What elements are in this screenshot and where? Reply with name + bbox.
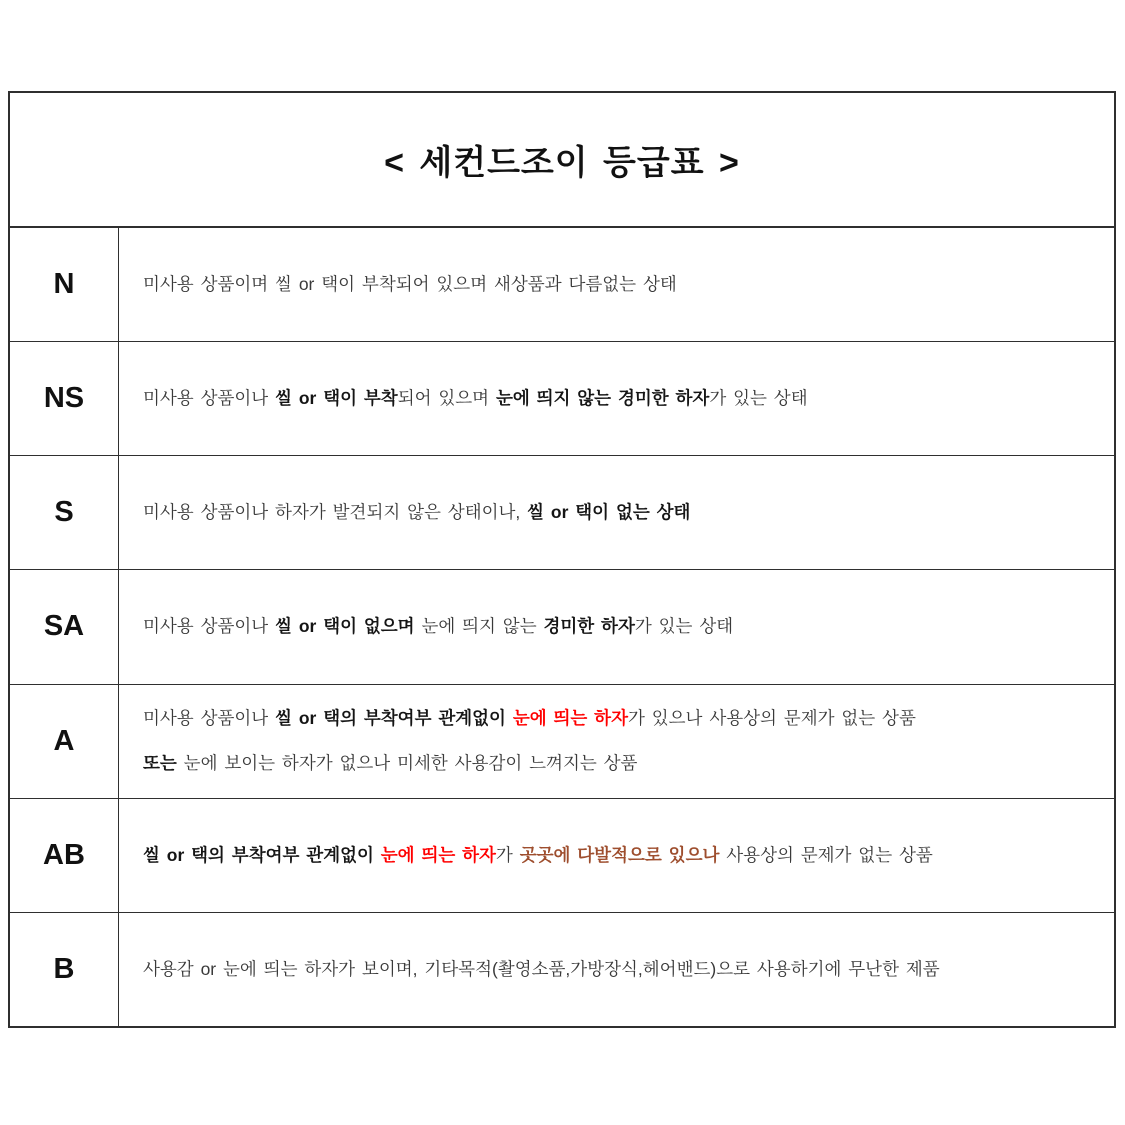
text-segment: 씰 or 택이 없으며 xyxy=(275,616,415,637)
description-cell xyxy=(119,685,1114,798)
description-line xyxy=(143,490,1114,535)
text-segment: 사용감 or 눈에 띄는 하자가 보이며, 기타목적(촬영소품,가방장식,헤어밴드)으로 사용하기에 무난한 제품 xyxy=(143,958,940,979)
text-segment: 씰 or 택의 부착여부 관계없이 xyxy=(275,708,513,729)
description-line xyxy=(143,833,1114,878)
text-segment: 씰 or 택이 없는 상태 xyxy=(527,502,691,523)
text-segment: 미사용 상품이나 하자가 발견되지 않은 상태이나, xyxy=(143,502,528,523)
text-segment: 가 있는 상태 xyxy=(634,616,734,637)
table-row xyxy=(10,913,1114,1026)
text-segment: 미사용 상품이며 씰 or 택이 부착되어 있으며 새상품과 다름없는 상태 xyxy=(143,274,677,295)
description-cell xyxy=(119,342,1114,455)
description-cell xyxy=(119,570,1114,683)
table-row xyxy=(10,685,1114,799)
text-segment: 경미한 하자 xyxy=(543,616,635,637)
text-segment: 가 xyxy=(495,844,520,865)
text-segment: 씰 or 택의 부착여부 관계없이 xyxy=(143,844,381,865)
table-row xyxy=(10,799,1114,913)
text-segment: 눈에 띄는 하자 xyxy=(512,708,628,729)
description-line xyxy=(143,947,1114,992)
text-segment: 되어 있으며 xyxy=(397,388,496,409)
text-segment: 눈에 띄는 하자 xyxy=(380,844,496,865)
text-segment: 곳곳에 다발적으로 있으나 xyxy=(519,844,720,865)
grade-cell: N xyxy=(10,228,119,341)
table-title: < 세컨드조이 등급표 > xyxy=(10,93,1114,228)
description-cell xyxy=(119,228,1114,341)
description-line xyxy=(143,604,1114,649)
text-segment: 미사용 상품이나 xyxy=(143,708,276,729)
grade-cell: AB xyxy=(10,799,119,912)
description-line xyxy=(143,262,1114,307)
table-rows xyxy=(10,228,1114,1026)
text-segment: 씰 or 택이 부착 xyxy=(275,388,398,409)
text-segment: 또는 xyxy=(143,753,177,774)
description-line xyxy=(143,741,1114,786)
text-segment: 가 있으나 사용상의 문제가 없는 상품 xyxy=(627,708,916,729)
text-segment: 눈에 보이는 하자가 없으나 미세한 사용감이 느껴지는 상품 xyxy=(176,753,638,774)
description-line xyxy=(143,696,1114,741)
text-segment: 눈에 띄지 않는 xyxy=(414,616,544,637)
table-row xyxy=(10,228,1114,342)
table-row xyxy=(10,342,1114,456)
grade-cell: A xyxy=(10,685,119,798)
grade-cell: B xyxy=(10,913,119,1026)
text-segment: 가 있는 상태 xyxy=(709,388,808,409)
description-cell xyxy=(119,799,1114,912)
text-segment: 미사용 상품이나 xyxy=(143,388,276,409)
text-segment: 눈에 띄지 않는 경미한 하자 xyxy=(495,388,710,409)
description-cell xyxy=(119,456,1114,569)
grade-cell: NS xyxy=(10,342,119,455)
description-line xyxy=(143,376,1114,421)
grade-table xyxy=(8,91,1116,1028)
grade-cell: S xyxy=(10,456,119,569)
grade-cell: SA xyxy=(10,570,119,683)
text-segment: 미사용 상품이나 xyxy=(143,616,276,637)
text-segment: 사용상의 문제가 없는 상품 xyxy=(719,844,933,865)
table-row xyxy=(10,570,1114,684)
description-cell xyxy=(119,913,1114,1026)
table-row xyxy=(10,456,1114,570)
